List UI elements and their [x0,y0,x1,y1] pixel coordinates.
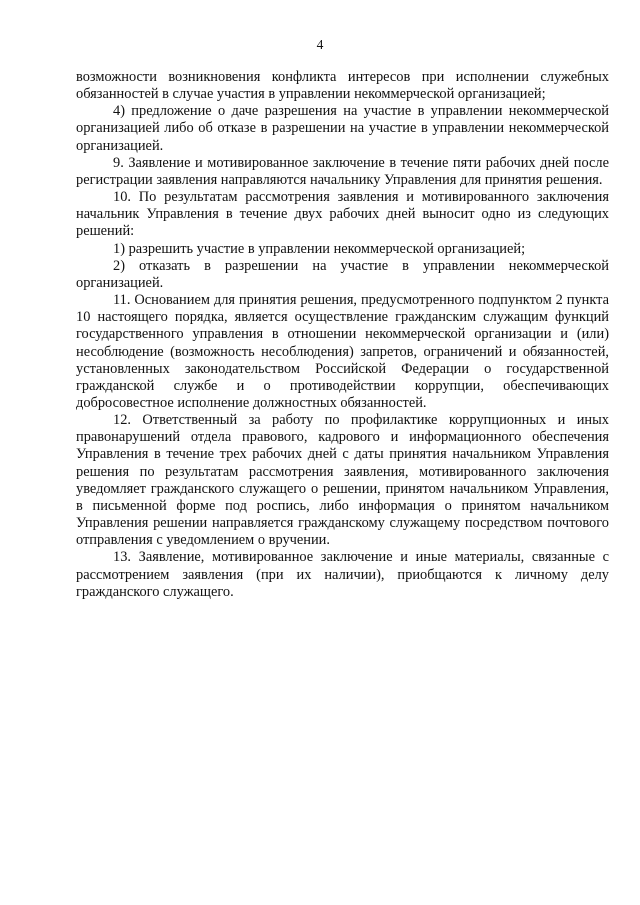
paragraph-clause-10: 10. По результатам рассмотрения заявления и мотивированного заключения начальник Управления в течение двух рабочих дней выносит одно из следующих решений: [76,189,609,240]
paragraph-option-1: 1) разрешить участие в управлении некоммерческой организацией; [113,240,526,257]
paragraph-clause-9: 9. Заявление и мотивированное заключение в течение пяти рабочих дней после регистрации заявления направляются начальнику Управления для принятия решения. [76,154,609,188]
paragraph-item-4: 4) предложение о даче разрешения на участие в управлении некоммерческой организацией либо об отказе в разрешении на участие в управлении некоммерческой организацией. [76,103,609,154]
document-body [76,69,609,601]
paragraph-continuation: возможности возникновения конфликта интересов при исполнении служебных обязанностей в случае участия в управлении некоммерческой организацией; [76,69,609,103]
paragraph-clause-13: 13. Заявление, мотивированное заключение и иные материалы, связанные с рассмотрением заявления (при их наличии), приобщаются к личному делу гражданского служащего. [76,549,609,600]
paragraph-option-2: 2) отказать в разрешении на участие в управлении некоммерческой организацией. [76,257,609,291]
paragraph-clause-12: 12. Ответственный за работу по профилактике коррупционных и иных правонарушений отдела правового, кадрового и информационного обеспечения Управления в течение трех рабочих дней с даты принятия начальником Управления решения по результатам рассмотрения заявления, мотивированного заключения уведомляет гражданского служащего о решении, принятом начальником Управления, в письменной форме под роспись, либо информация о принятом начальником Управления решении направляется гражданскому служащему посредством почтового отправления с уведомлением о вручении. [76,412,609,549]
paragraph-clause-11: 11. Основанием для принятия решения, предусмотренного подпунктом 2 пункта 10 настоящего порядка, является осуществление гражданским служащим функций государственного управления в отношении некоммерческой организации и (или) несоблюдение (возможность несоблюдения) запретов, ограничений и обязанностей, установленных законодательством Российской Федерации о государственной гражданской службе и о противодействии коррупции, обеспечивающих добросовестное исполнение должностных обязанностей. [76,292,609,411]
page-number: 4 [316,37,324,52]
